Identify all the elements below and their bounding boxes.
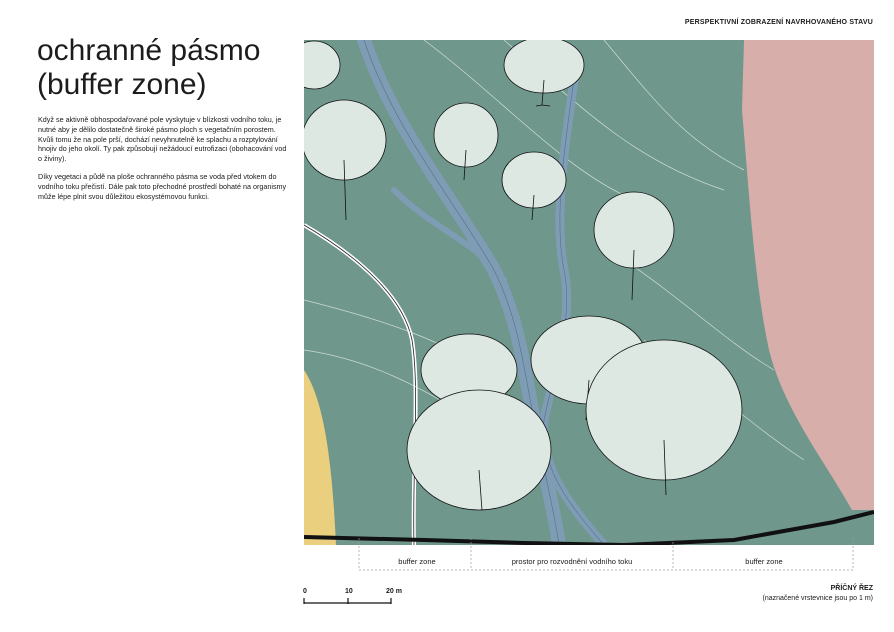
section-dividers [355,538,860,572]
cross-section-note: (naznačené vrstevnice jsou po 1 m) [762,595,873,602]
scale-label-10: 10 [345,588,353,595]
tree [407,390,551,510]
title-line-1: ochranné pásmo [37,34,261,67]
header-label: PERSPEKTIVNÍ ZOBRAZENÍ NAVRHOVANÉHO STAVU [684,19,873,26]
cross-section-title: PŘÍČNÝ ŘEZ [830,585,873,592]
section-label-middle: prostor pro rozvodnění vodního toku [511,557,633,566]
section-label-left: buffer zone [398,557,436,566]
section-label-right: buffer zone [745,557,783,566]
title-line-2: (buffer zone) [37,68,207,101]
scale-label-0: 0 [303,588,307,595]
page-title [37,34,260,102]
description-paragraph-1: Když se aktivně obhospodařované pole vyskytuje v blízkosti vodního toku, je nutné aby je dělilo dostatečně široké pásmo ploch s vegetačním porostem. Kvůli tomu že na pole prší, dochází nevyhnutelně ke splachu a rozptylování hnojiv do jeho okolí. Ty pak způsobují nežádoucí eutrofizaci (obohacování vod o živiny). [38,115,287,164]
scale-label-20: 20 m [386,588,402,595]
description-paragraph-2: Díky vegetaci a půdě na ploše ochranného pásma se voda před vtokem do vodního toku přečistí. Dále pak toto přechodné prostředí bohaté na organismy může lépe plnit svou důležitou ekosystémovou funkci. [38,172,287,201]
perspective-illustration [304,40,874,545]
scale-bar [303,597,393,605]
